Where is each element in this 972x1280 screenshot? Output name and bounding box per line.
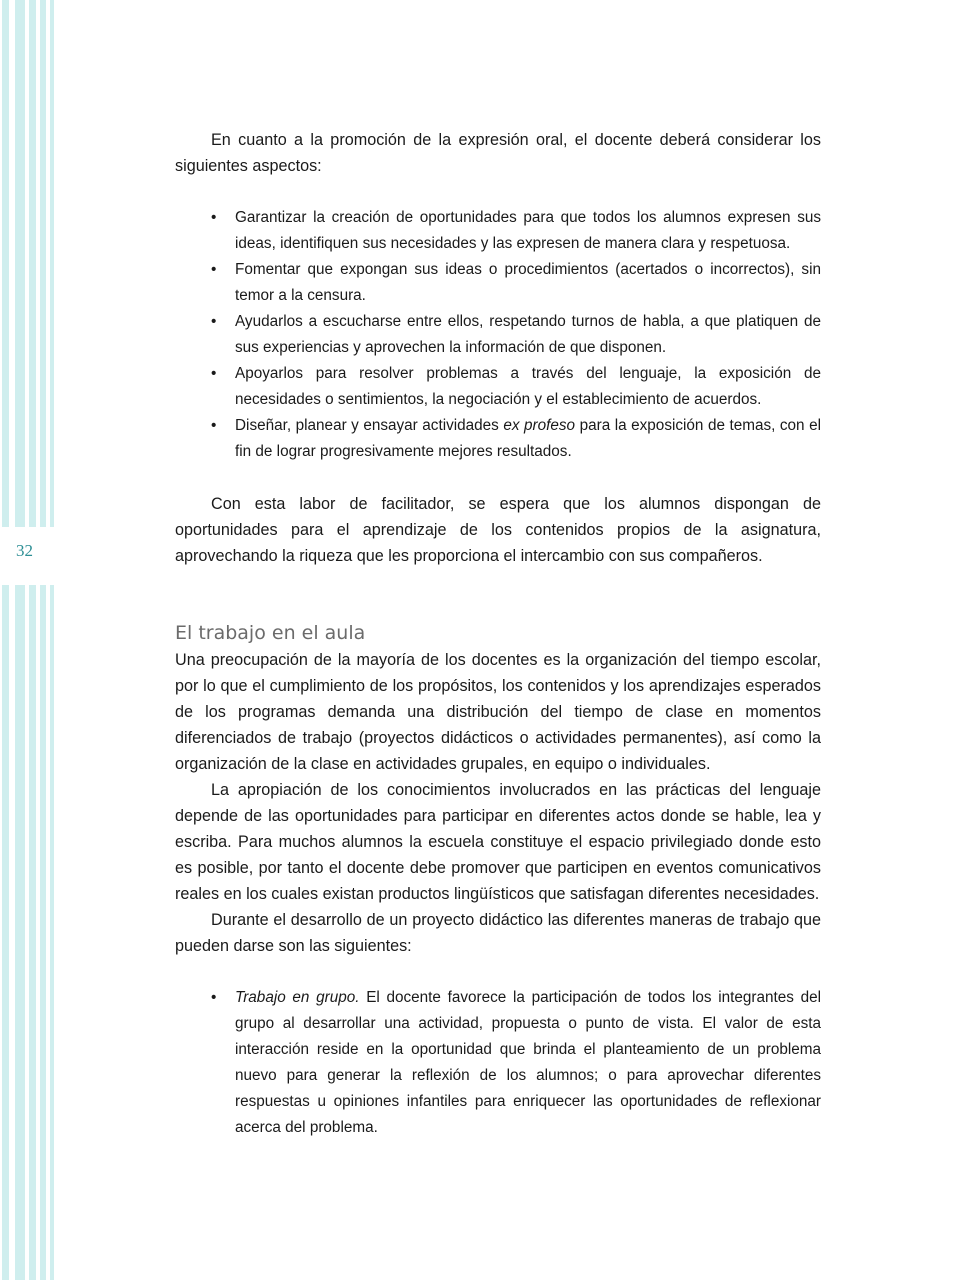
italic-term: ex profeso (503, 417, 576, 434)
bullet-icon: • (211, 261, 217, 278)
section-paragraph: Una preocupación de la mayoría de los docentes es la organización del tiempo escolar, por lo que el cumplimiento de los propósitos, los contenidos y los aprendizajes esperados de los programas demanda una distribución del tiempo de clase en momentos diferenciados de trabajo (proyectos didácticos o actividades permanentes), así como la organización de la clase en actividades grupales, en equipo o individuales. (175, 651, 821, 773)
list-item: • Fomentar que expongan sus ideas o procedimientos (acertados o incorrectos), sin temor a la censura. (235, 257, 821, 309)
page-content (175, 127, 821, 1141)
page-number: 32 (16, 541, 33, 560)
list-item: • Diseñar, planear y ensayar actividades ex profeso para la exposición de temas, con el fin de lograr progresivamente mejores resultados. (235, 413, 821, 465)
bullet-icon: • (211, 365, 217, 382)
bullet-icon: • (211, 417, 217, 434)
work-modes-list (175, 985, 821, 1141)
bullet-icon: • (211, 989, 217, 1006)
section-paragraph: Durante el desarrollo de un proyecto didáctico las diferentes maneras de trabajo que pueden darse son las siguientes: (175, 911, 821, 955)
section-title: El trabajo en el aula (175, 622, 366, 644)
list-item: • Ayudarlos a escucharse entre ellos, respetando turnos de habla, a que platiquen de sus experiencias y aprovechen la información de que disponen. (235, 309, 821, 361)
list-item: • Trabajo en grupo. El docente favorece la participación de todos los integrantes del grupo al desarrollar una actividad, propuesta o punto de vista. El valor de esta interacción reside en la oportunidad que brinda el planteamiento de un problema nuevo para generar la reflexión de los alumnos; o para aprovechar diferentes respuestas u opiniones infantiles para enriquecer las oportunidades de reflexionar acerca del problema. (235, 985, 821, 1141)
list-item: • Garantizar la creación de oportunidades para que todos los alumnos expresen sus ideas, identifiquen sus necesidades y las expresen de manera clara y respetuosa. (235, 205, 821, 257)
facilitator-paragraph: Con esta labor de facilitador, se espera que los alumnos dispongan de oportunidades para el aprendizaje de los contenidos propios de la asignatura, aprovechando la riqueza que les proporciona el intercambio con sus compañeros. (175, 495, 821, 565)
intro-paragraph: En cuanto a la promoción de la expresión oral, el docente deberá considerar los siguientes aspectos: (175, 131, 821, 175)
work-mode-title: Trabajo en grupo. (235, 989, 360, 1006)
bullet-icon: • (211, 209, 217, 226)
decorative-stripes (0, 0, 60, 1280)
list-item: • Apoyarlos para resolver problemas a través del lenguaje, la exposición de necesidades o sentimientos, la negociación y el establecimiento de acuerdos. (235, 361, 821, 413)
aspects-list (175, 205, 821, 465)
bullet-icon: • (211, 313, 217, 330)
section-paragraph: La apropiación de los conocimientos involucrados en las prácticas del lenguaje depende de las oportunidades para participar en diferentes actos donde se hable, lea y escriba. Para muchos alumnos la escuela constituye el espacio privilegiado donde esto es posible, por tanto el docente debe promover que participen en eventos comunicativos reales en los cuales existan productos lingüísticos que satisfagan diferentes necesidades. (175, 781, 821, 903)
